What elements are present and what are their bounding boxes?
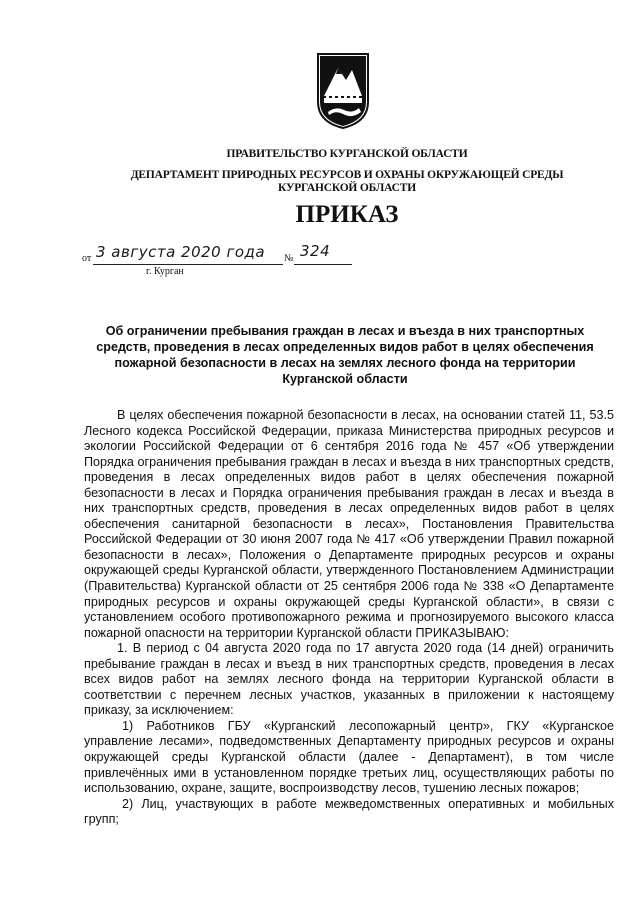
- date-prefix: от: [82, 253, 92, 264]
- preamble-paragraph: В целях обеспечения пожарной безопасности в лесах, на основании статей 11, 53.5 Лесного кодекса Российской Федерации, приказа Министерства природных ресурсов и экологии Российской Федерации от 6 сентября 2016 года № 457 «Об утверждении Порядка ограничения пребывания граждан в лесах и въезда в них транспортных средств, проведения в лесах определенных видов работ в целях обеспечения пожарной безопасности в лесах и Порядка ограничения пребывания граждан в лесах и въезда в них транспортных средств, проведения в лесах определенных видов работ в целях обеспечения санитарной безопасности в лесах», Постановления Правительства Российской Федерации от 30 июня 2007 года № 417 «Об утверждении Правил пожарной безопасности в лесах», Положения о Департаменте природных ресурсов и охраны окружающей среды Курганской области, утвержденного Постановлением Администрации (Правительства) Курганской области от 25 сентября 2006 года № 338 «О Департаменте природных ресурсов и охраны окружающей среды Курганской области», в связи с установлением особого противопожарного режима и прогнозируемого высокого класса пожарной опасности на территории Курганской области ПРИКАЗЫВАЮ:: [84, 408, 614, 640]
- document-type: ПРИКАЗ: [295, 201, 399, 228]
- number-prefix: №: [284, 253, 294, 264]
- subclause-2-paragraph: 2) Лиц, участвующих в работе межведомственных оперативных и мобильных групп;: [84, 796, 614, 827]
- order-subject: Об ограничении пребывания граждан в лесах и въезда в них транспортных средств, проведения в лесах определенных видов работ в целях обеспечения пожарной безопасности в лесах на землях лесного фонда на территории Курганской области: [96, 324, 594, 386]
- city: г. Курган: [146, 266, 184, 277]
- department-name-line1: ДЕПАРТАМЕНТ ПРИРОДНЫХ РЕСУРСОВ И ОХРАНЫ ОКРУЖАЮЩЕЙ СРЕДЫ: [130, 169, 564, 181]
- clause-1-paragraph: 1. В период с 04 августа 2020 года по 17 августа 2020 года (14 дней) ограничить пребывание граждан в лесах и въезд в них транспортных средств, проведения в лесах всех видов работ на землях лесного фонда на территории Курганской области в соответствии с перечнем лесных участков, указанных в приложении к настоящему приказу, за исключением:: [84, 641, 614, 718]
- government-name: ПРАВИТЕЛЬСТВО КУРГАНСКОЙ ОБЛАСТИ: [226, 148, 468, 160]
- number-underline: [294, 264, 352, 265]
- coat-of-arms-icon: [316, 52, 370, 130]
- department-name-line2: КУРГАНСКОЙ ОБЛАСТИ: [278, 182, 416, 194]
- date-number-row: [82, 243, 382, 265]
- date-underline: [93, 264, 283, 265]
- subclause-1-paragraph: 1) Работников ГБУ «Курганский лесопожарный центр», ГКУ «Курганское управление лесами», подведомственных Департаменту природных ресурсов и охраны окружающей среды Курганской области (далее - Департамент), в том числе привлечённых ими в установленном порядке третьих лиц, осуществляющих работы по использованию, охране, защите, воспроизводству лесов, тушению лесных пожаров;: [84, 718, 614, 796]
- handwritten-date: 3 августа 2020 года: [96, 243, 266, 261]
- handwritten-number: 324: [300, 242, 331, 260]
- order-body: [84, 408, 614, 828]
